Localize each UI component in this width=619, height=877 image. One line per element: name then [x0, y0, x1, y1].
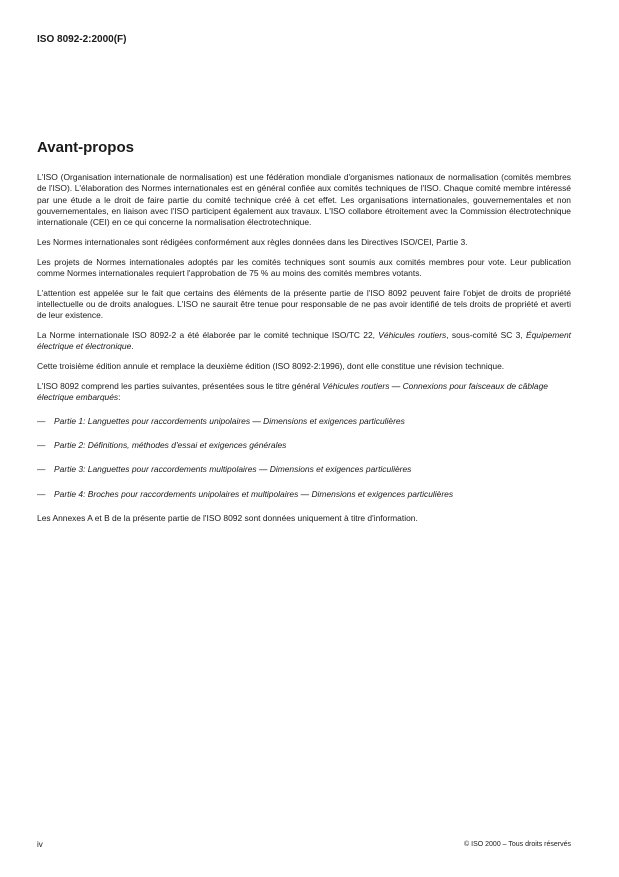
foreword-body	[37, 172, 571, 533]
paragraph-patent-notice: L'attention est appelée sur le fait que certains des éléments de la présente partie de l'ISO 8092 peuvent faire l'objet de droits de propriété intellectuelle ou de droits analogues. L'ISO ne saurait être tenue pour responsable de ne pas avoir identifié de tels droits de propriété et averti de leur existence.	[37, 287, 571, 321]
section-title: Avant-propos	[37, 139, 134, 156]
em-dash-bullet: —	[37, 440, 46, 450]
paragraph-iso-intro: L'ISO (Organisation internationale de normalisation) est une fédération mondiale d'organismes nationaux de normalisation (comités membres de l'ISO). L'élaboration des Normes internationales est en général confiée aux comités techniques de l'ISO. Chaque comité membre intéressé par une étude a le droit de faire partie du comité technique créé à cet effet. Les organisations internationales, gouvernementales et non gouvernementales, en liaison avec l'ISO participent également aux travaux. L'ISO collabore étroitement avec la Commission électrotechnique internationale (CEI) en ce qui concerne la normalisation électrotechnique.	[37, 172, 571, 227]
paragraph-parts-intro	[37, 381, 571, 404]
committee-name: Véhicules routiers	[378, 330, 447, 341]
part-label: Partie 3: Languettes pour raccordements multipolaires — Dimensions et exigences particulières	[54, 464, 412, 475]
em-dash-bullet: —	[37, 415, 46, 426]
parts-list	[37, 416, 571, 501]
part-label: Partie 1: Languettes pour raccordements unipolaires — Dimensions et exigences particulières	[54, 415, 405, 426]
page-number: iv	[37, 840, 43, 849]
parts-intro-text: L'ISO 8092 comprend les parties suivantes, présentées sous le titre général	[37, 381, 323, 392]
list-item	[37, 489, 571, 500]
committee-text-c: .	[131, 341, 134, 352]
em-dash-bullet: —	[37, 464, 46, 475]
paragraph-edition: Cette troisième édition annule et remplace la deuxième édition (ISO 8092-2:1996), dont elle constitue une révision technique.	[37, 361, 505, 372]
list-item	[37, 464, 571, 475]
em-dash-bullet: —	[37, 488, 46, 499]
part-label: Partie 2: Définitions, méthodes d'essai et exigences générales	[54, 440, 287, 450]
paragraph-directives: Les Normes internationales sont rédigées conformément aux règles données dans les Directives ISO/CEI, Partie 3.	[37, 236, 468, 247]
parts-intro-colon: :	[118, 392, 121, 403]
paragraph-annexes: Les Annexes A et B de la présente partie de l'ISO 8092 sont données uniquement à titre d'information.	[37, 513, 418, 524]
list-item	[37, 440, 571, 451]
subcommittee-name: Équipement électrique et électronique	[37, 330, 571, 352]
general-title: Véhicules routiers — Connexions pour faisceaux de câblage électrique embarqués	[37, 381, 548, 403]
paragraph-draft-approval: Les projets de Normes internationales adoptés par les comités techniques sont soumis aux comités membres pour vote. Leur publication comme Normes internationales requiert l'approbation de 75 % au moins des comités membres votants.	[37, 256, 571, 278]
document-id-header: ISO 8092-2:2000(F)	[37, 34, 127, 45]
copyright-notice: © ISO 2000 – Tous droits réservés	[464, 841, 571, 848]
part-label: Partie 4: Broches pour raccordements unipolaires et multipolaires — Dimensions et exigences particulières	[54, 488, 454, 499]
list-item	[37, 416, 571, 427]
paragraph-committee	[37, 330, 571, 353]
committee-text-a: La Norme internationale ISO 8092-2 a été élaborée par le comité technique ISO/TC 22,	[37, 330, 379, 341]
committee-text-b: , sous-comité SC 3,	[446, 330, 526, 341]
